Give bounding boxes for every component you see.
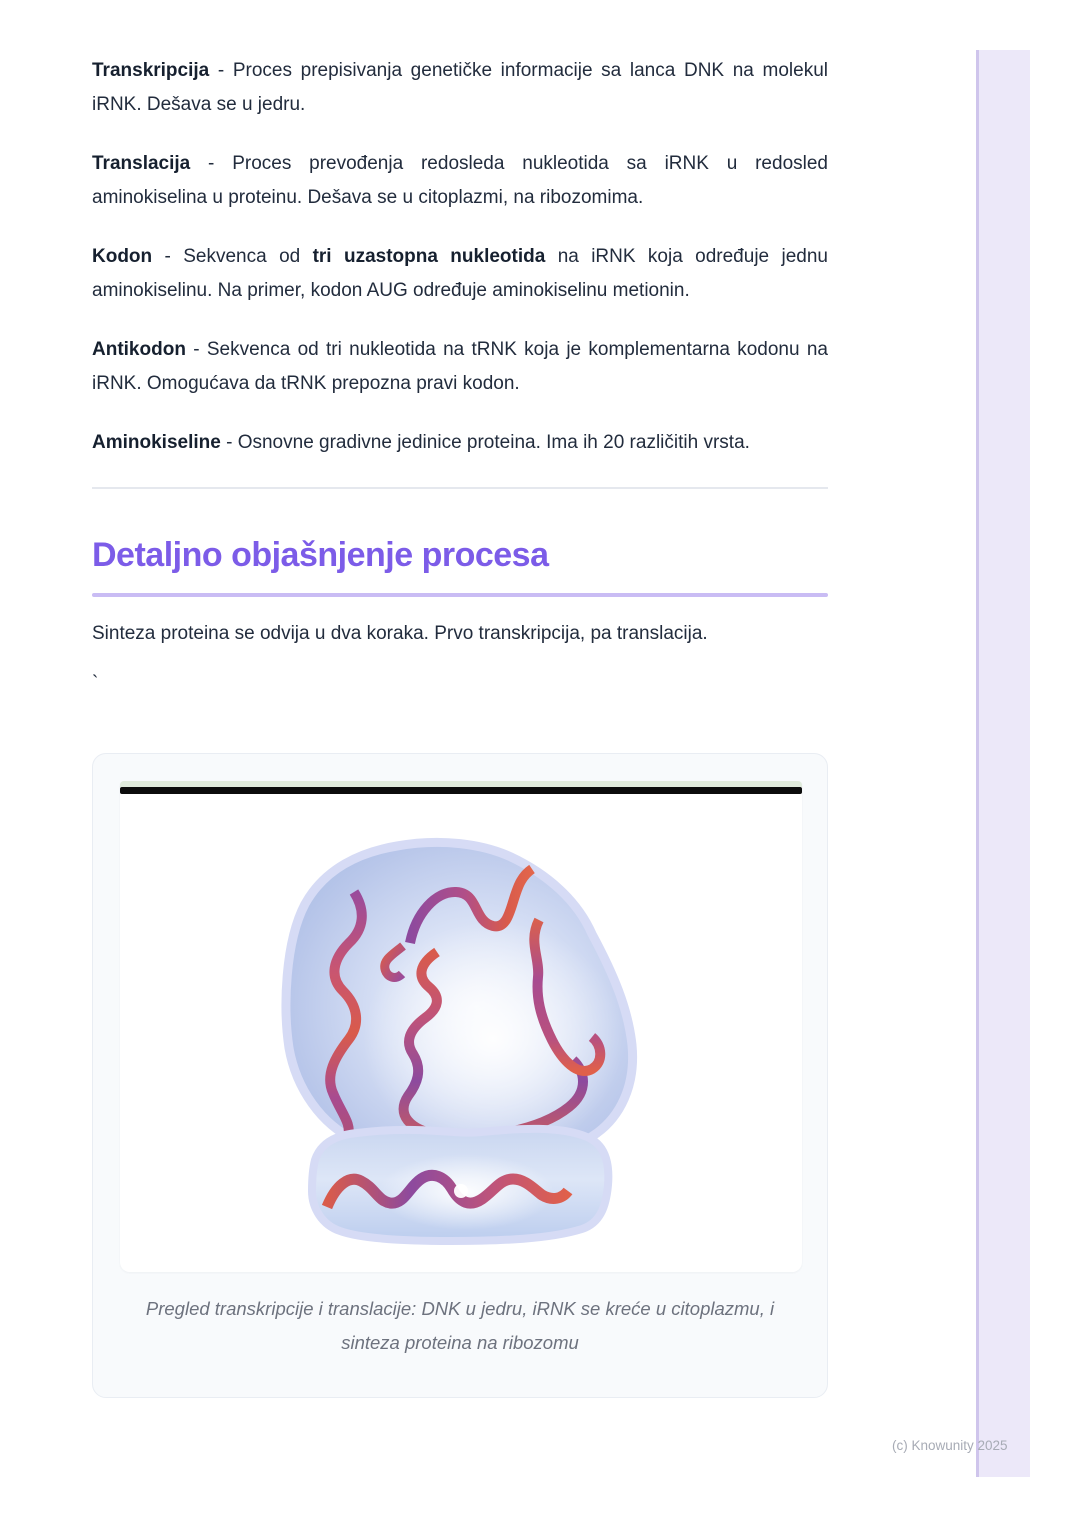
definition-paragraph xyxy=(92,426,828,460)
ribosome-dot xyxy=(454,1184,468,1198)
definition-paragraph xyxy=(92,54,828,122)
definition-term: Transkripcija xyxy=(92,60,210,81)
figure-image xyxy=(120,781,802,1272)
copyright-notice: (c) Knowunity 2025 xyxy=(892,1438,1008,1453)
definition-paragraph xyxy=(92,240,828,308)
cell-illustration xyxy=(120,794,802,1272)
definition-text: - Sekvenca od xyxy=(152,246,313,267)
definition-term: Kodon xyxy=(92,246,153,267)
heading-underline xyxy=(92,593,828,597)
nucleus-glow xyxy=(363,921,623,1157)
document-content xyxy=(92,54,828,1398)
figure-caption xyxy=(120,1292,800,1360)
intro-paragraph: Sinteza proteina se odvija u dva koraka. Prvo transkripcija, pa translacija. xyxy=(92,623,708,644)
image-top-border xyxy=(120,787,802,794)
definition-term: Translacija xyxy=(92,153,191,174)
figure-card xyxy=(92,753,828,1398)
definition-text-tail: na iRNK koja određuje jednu aminokiselinu. Na primer, kodon AUG određuje aminokiselinu metionin. xyxy=(92,246,828,301)
figure-caption-line: Pregled transkripcije i translacije: DNK u jedru, iRNK se kreće u citoplazmu, i xyxy=(145,1298,775,1319)
definition-text: - Osnovne gradivne jedinice proteina. Ima ih 20 različitih vrsta. xyxy=(220,432,750,453)
scrollbar-track[interactable] xyxy=(976,50,1030,1477)
definition-term: Aminokiseline xyxy=(92,432,221,453)
definition-paragraph xyxy=(92,333,828,401)
stray-backtick: ` xyxy=(92,673,99,694)
definition-text: - Proces prepisivanja genetičke informacije sa lanca DNK na molekul iRNK. Dešava se u jedru. xyxy=(92,60,828,115)
definition-term: Antikodon xyxy=(92,339,186,360)
section-heading: Detaljno objašnjenje procesa xyxy=(92,536,549,574)
definition-bold-phrase: tri uzastopna nukleotida xyxy=(312,246,546,267)
definition-text: - Sekvenca od tri nukleotida na tRNK koja je komplementarna kodonu na iRNK. Omogućava da tRNK prepozna pravi kodon. xyxy=(92,339,828,394)
definition-text: - Proces prevođenja redosleda nukleotida sa iRNK u redosled aminokiselina u proteinu. Dešava se u citoplazmi, na ribozomima. xyxy=(92,153,828,208)
section-divider xyxy=(92,487,828,489)
definition-paragraph xyxy=(92,147,828,215)
figure-caption-line: sinteza proteina na ribozomu xyxy=(341,1332,579,1353)
